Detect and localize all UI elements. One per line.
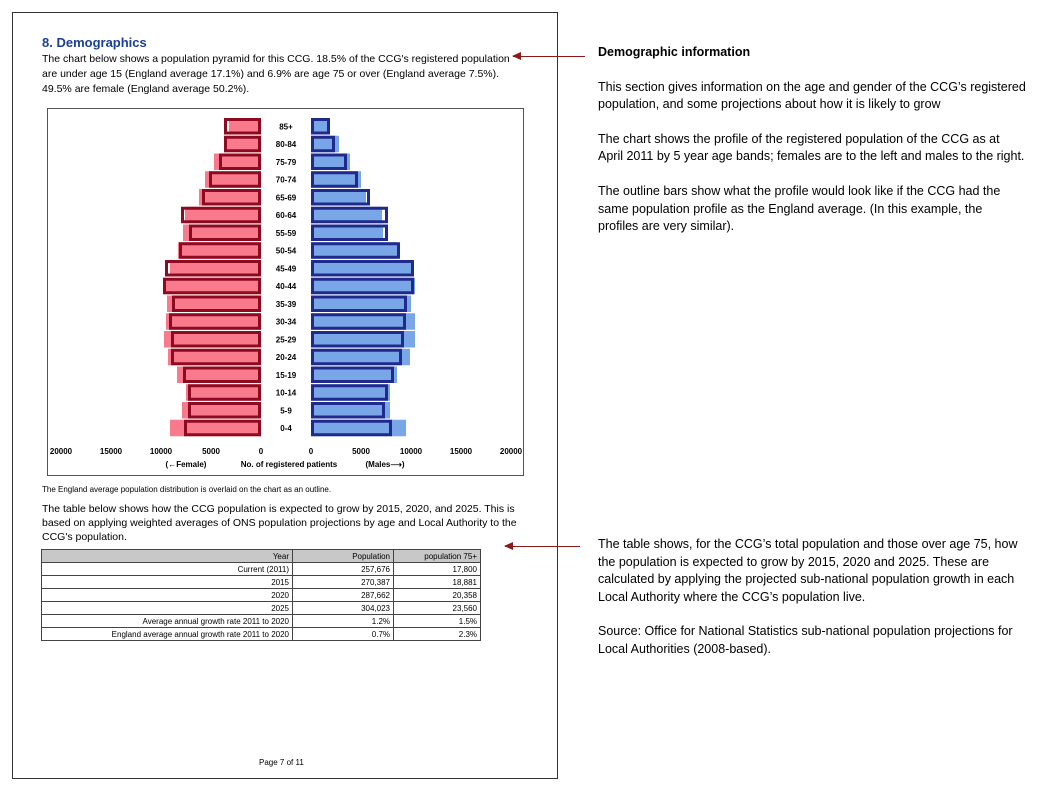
table-annotation-paragraph: The table shows, for the CCG’s total population and those over age 75, how the population is expected to grow by 2015, 2020 and 2025. These are calculated by applying the projected sub-national population growth in each Local Authority where the CCG’s population live. [598,537,1018,604]
x-tick-label: 10000 [399,447,423,456]
x-label-female: (←Female) [165,460,207,469]
age-band-label: 35-39 [275,299,297,309]
pointer-arrow-table [505,546,580,547]
pyramid-svg [48,109,525,477]
age-band-label: 70-74 [275,175,297,185]
row-population-75: 20,358 [394,589,481,602]
header-population: Population [293,550,394,563]
section-title: 8. Demographics [42,35,147,50]
demographic-paragraph: The chart shows the profile of the registered population of the CCG as at April 2011 by 5 year age bands; females are to the left and males to the right. [598,131,1025,164]
age-band-label: 0-4 [280,424,292,433]
table-row [42,615,481,628]
x-label-male: (Males⟶) [365,460,405,469]
age-band-label: 30-34 [275,317,297,327]
row-population: 257,676 [293,563,394,576]
row-label: 2015 [42,576,293,589]
demographic-paragraph: This section gives information on the age and gender of the CCG’s registered population, and some projections about how it is likely to grow [598,79,1026,112]
row-population: 287,662 [293,589,394,602]
intro-text: The chart below shows a population pyramid for this CCG. 18.5% of the CCG's registered population are under age 15 (England average 17.1%) and 6.9% are age 75 or over (England average 7.5%). 49.5% are female (England average 50.2%). [42,53,510,95]
age-band-label: 25-29 [275,335,297,345]
row-label: England average annual growth rate 2011 to 2020 [42,628,293,641]
demographic-heading: Demographic information [598,45,751,59]
row-label: 2025 [42,602,293,615]
row-population-75: 18,881 [394,576,481,589]
growth-table [41,549,481,641]
header-population-75: population 75+ [394,550,481,563]
source-paragraph: Source: Office for National Statistics sub-national population projections for Local Authorities (2008-based). [598,624,1013,656]
age-band-label: 50-54 [275,246,297,256]
age-band-label: 60-64 [275,211,297,220]
row-population: 0.7% [293,628,394,641]
age-band-label: 15-19 [275,370,297,380]
row-population-75: 1.5% [394,615,481,628]
table-row [42,563,481,576]
header-year: Year [42,550,293,563]
x-tick-label: 20000 [49,447,73,456]
table-row [42,628,481,641]
x-tick-label: 5000 [202,447,220,456]
overlay-note: The England average population distribution is overlaid on the chart as an outline. [42,485,332,494]
age-band-label: 80-84 [275,140,297,149]
table-row [42,576,481,589]
age-band-label: 20-24 [275,353,297,362]
row-label: Average annual growth rate 2011 to 2020 [42,615,293,628]
x-tick-label: 0 [308,447,314,456]
population-pyramid-chart [47,108,524,476]
age-band-label: 40-44 [275,282,297,291]
x-tick-label: 15000 [449,447,473,456]
demographic-annotation [598,44,1026,253]
row-label: Current (2011) [42,563,293,576]
pointer-arrow-demographics [513,56,585,57]
age-band-label: 55-59 [275,228,297,238]
page-number: Page 7 of 11 [259,758,304,767]
x-tick-label: 0 [258,447,264,456]
x-tick-label: 15000 [99,447,123,456]
row-label: 2020 [42,589,293,602]
age-band-label: 65-69 [275,193,297,203]
row-population-75: 17,800 [394,563,481,576]
row-population: 1.2% [293,615,394,628]
table-header-row [42,550,481,563]
x-tick-label: 5000 [352,447,370,456]
age-band-label: 45-49 [275,264,297,274]
x-tick-label: 10000 [149,447,173,456]
age-band-label: 5-9 [280,406,292,416]
x-tick-label: 20000 [499,447,523,456]
table-row [42,602,481,615]
age-band-label: 10-14 [275,388,297,398]
row-population: 304,023 [293,602,394,615]
row-population-75: 2.3% [394,628,481,641]
x-axis-label: No. of registered patients [240,460,338,469]
row-population: 270,387 [293,576,394,589]
row-population-75: 23,560 [394,602,481,615]
table-intro: The table below shows how the CCG population is expected to grow by 2015, 2020, and 2025. This is based on applying weighted averages of ONS population projections by age and Local Authority to the CCG's population. [42,503,517,543]
demographic-paragraph: The outline bars show what the profile would look like if the CCG had the same population profile as the England average. (In this example, the profiles are very similar). [598,183,1001,234]
age-band-label: 75-79 [275,157,297,167]
table-row [42,589,481,602]
age-band-label: 85+ [279,122,293,132]
table-annotation [598,536,1026,676]
